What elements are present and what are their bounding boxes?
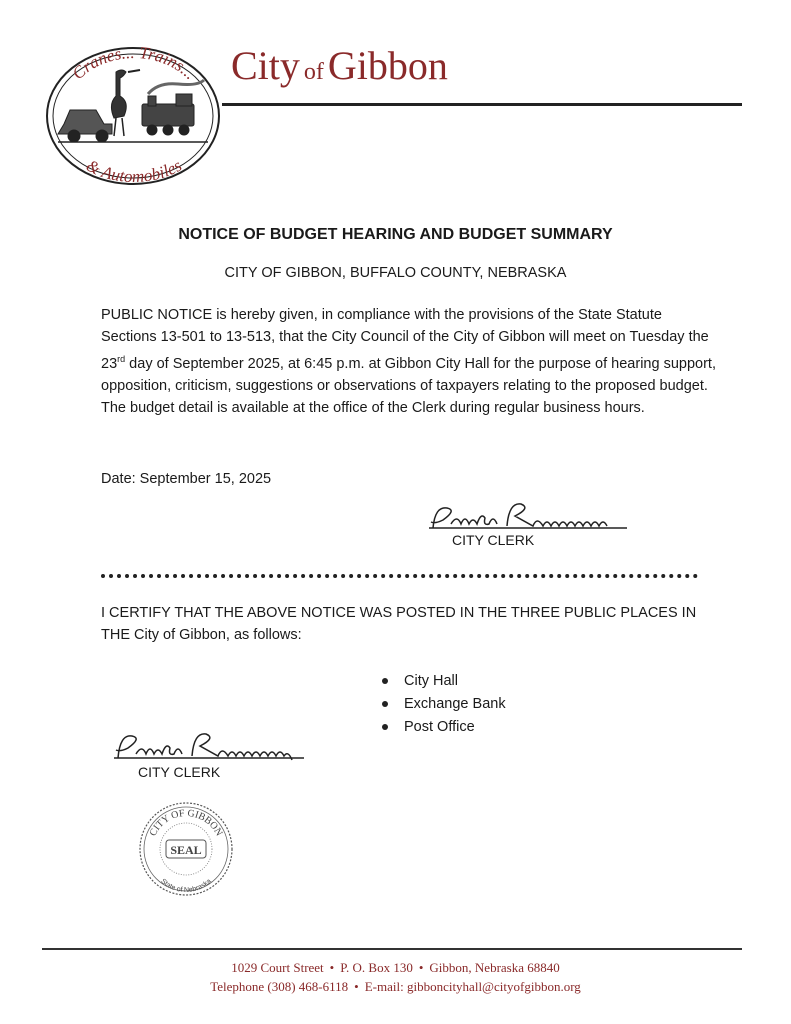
footer-separator: • bbox=[418, 960, 424, 975]
bullet-icon bbox=[382, 678, 388, 684]
footer-rule bbox=[42, 948, 742, 950]
logo-top-text: Cranes... Trains... bbox=[68, 44, 200, 84]
para-part-1: PUBLIC NOTICE is hereby given, in compliance with the provisions of the State Statute Sections 13-501 to 13-513, that the City Council of the City of Gibbon will meet on Tuesday the 23 bbox=[101, 307, 709, 372]
title-city: City bbox=[231, 43, 300, 88]
footer-city: Gibbon, Nebraska 68840 bbox=[429, 960, 560, 975]
clerk-signature-1 bbox=[425, 500, 635, 536]
cranes-trains-automobiles-logo bbox=[44, 44, 222, 186]
notice-heading: NOTICE OF BUDGET HEARING AND BUDGET SUMMARY bbox=[178, 226, 613, 243]
clerk-title-2: CITY CLERK bbox=[138, 764, 221, 780]
letterhead-title bbox=[231, 43, 448, 88]
para-superscript: rd bbox=[117, 354, 126, 364]
seal-bottom-text: State of Nebraska bbox=[159, 877, 213, 895]
city-seal bbox=[136, 800, 236, 898]
clerk-signature-2 bbox=[110, 728, 315, 766]
footer-address bbox=[0, 960, 791, 976]
seal-top-text: CITY OF GIBBON bbox=[147, 807, 225, 839]
footer-separator: • bbox=[329, 960, 335, 975]
notice-paragraph bbox=[101, 304, 721, 419]
footer-contact bbox=[0, 979, 791, 995]
title-name: Gibbon bbox=[327, 43, 448, 88]
footer-telephone: Telephone (308) 468-6118 bbox=[210, 979, 349, 994]
para-part-2: day of September 2025, at 6:45 p.m. at Gibbon City Hall for the purpose of hearing support, opposition, criticism, suggestions or observations of taxpayers relating to the proposed budget. The budget detail is available at the office of the Clerk during regular business hours. bbox=[101, 355, 716, 416]
title-of: of bbox=[303, 59, 324, 85]
footer-street: 1029 Court Street bbox=[231, 960, 324, 975]
notice-subheading: CITY OF GIBBON, BUFFALO COUNTY, NEBRASKA bbox=[224, 265, 567, 281]
footer-po-box: P. O. Box 130 bbox=[340, 960, 413, 975]
logo-bottom-text: & Automobiles bbox=[83, 155, 185, 186]
footer-email: E-mail: gibboncityhall@cityofgibbon.org bbox=[364, 979, 581, 994]
posting-places-list bbox=[380, 670, 506, 739]
list-item: City Hall bbox=[380, 670, 506, 693]
notice-date: Date: September 15, 2025 bbox=[101, 471, 272, 487]
seal-center-text: SEAL bbox=[170, 843, 202, 857]
list-item: Post Office bbox=[380, 716, 506, 739]
bullet-icon bbox=[382, 701, 388, 707]
list-item: Exchange Bank bbox=[380, 693, 506, 716]
footer-separator: • bbox=[354, 979, 359, 994]
clerk-title-1: CITY CLERK bbox=[452, 532, 535, 548]
certification-text: I CERTIFY THAT THE ABOVE NOTICE WAS POSTED IN THE THREE PUBLIC PLACES IN THE City of Gibbon, as follows: bbox=[101, 605, 697, 643]
header-rule bbox=[222, 103, 742, 106]
dotted-divider bbox=[101, 574, 698, 578]
bullet-icon bbox=[382, 724, 388, 730]
